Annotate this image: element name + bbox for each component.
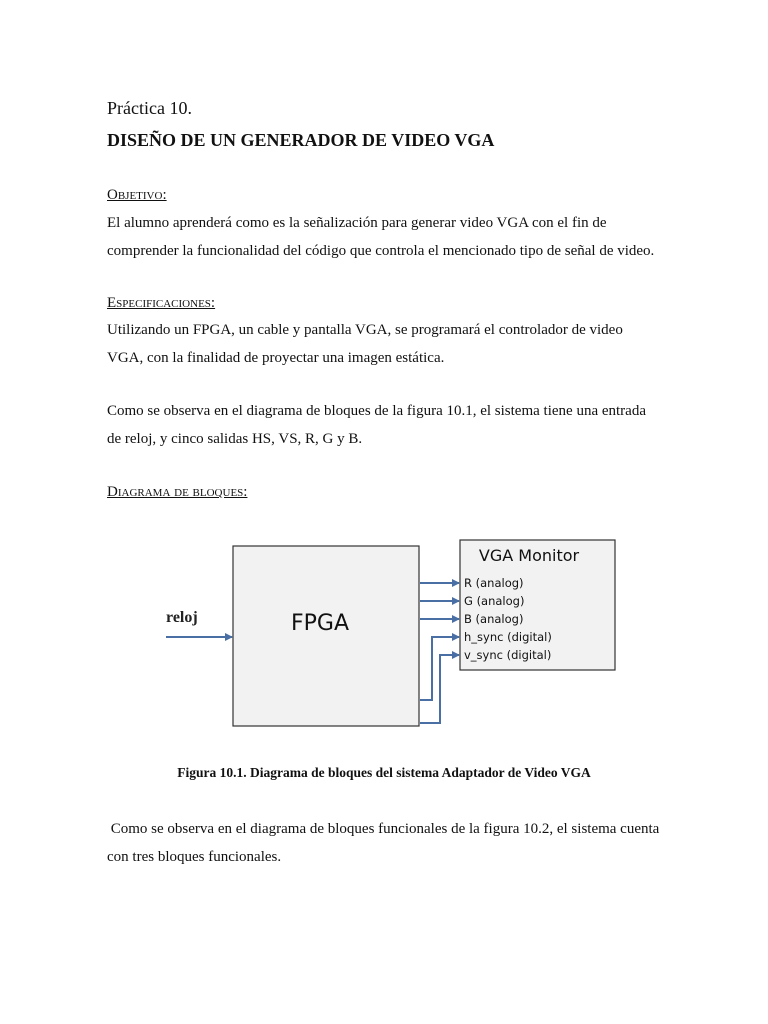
- fpga-label: FPGA: [290, 611, 350, 636]
- signal-hsync-label: h_sync (digital): [464, 630, 552, 644]
- specs-heading: Especificaciones:: [107, 295, 216, 311]
- observe-text-line-2: de reloj, y cinco salidas HS, VS, R, G y B.: [107, 431, 363, 447]
- signal-vsync-arrow: [420, 655, 459, 723]
- objective-text-line-1: El alumno aprenderá como es la señalización para generar video VGA con el fin de: [107, 215, 607, 231]
- figure-caption: Figura 10.1. Diagrama de bloques del sistema Adaptador de Video VGA: [177, 765, 591, 780]
- specs-text-line-1: Utilizando un FPGA, un cable y pantalla VGA, se programará el controlador de video: [107, 322, 623, 338]
- signal-vsync-label: v_sync (digital): [464, 648, 552, 662]
- objective-heading: Objetivo:: [107, 187, 167, 203]
- vga-monitor-title: VGA Monitor: [478, 546, 580, 565]
- signal-b-label: B (analog): [464, 612, 524, 626]
- block-diagram: [160, 535, 620, 735]
- fpga-block: [233, 546, 419, 726]
- signal-r-label: R (analog): [464, 576, 524, 590]
- objective-text-line-2: comprender la funcionalidad del código que controla el mencionado tipo de señal de video.: [107, 243, 655, 259]
- practice-number: Práctica 10.: [107, 98, 192, 118]
- observe2-text-line-1: Como se observa en el diagrama de bloques funcionales de la figura 10.2, el sistema cuenta: [107, 821, 660, 837]
- observe-text-line-1: Como se observa en el diagrama de bloques de la figura 10.1, el sistema tiene una entrada: [107, 403, 646, 419]
- specs-text-line-2: VGA, con la finalidad de proyectar una imagen estática.: [107, 350, 445, 366]
- signal-g-label: G (analog): [464, 594, 525, 608]
- document-title: DISEÑO DE UN GENERADOR DE VIDEO VGA: [107, 130, 495, 150]
- clock-input-label: reloj: [166, 609, 198, 626]
- observe2-text-line-2: con tres bloques funcionales.: [107, 849, 282, 865]
- block-diagram-heading: Diagrama de bloques:: [107, 484, 248, 500]
